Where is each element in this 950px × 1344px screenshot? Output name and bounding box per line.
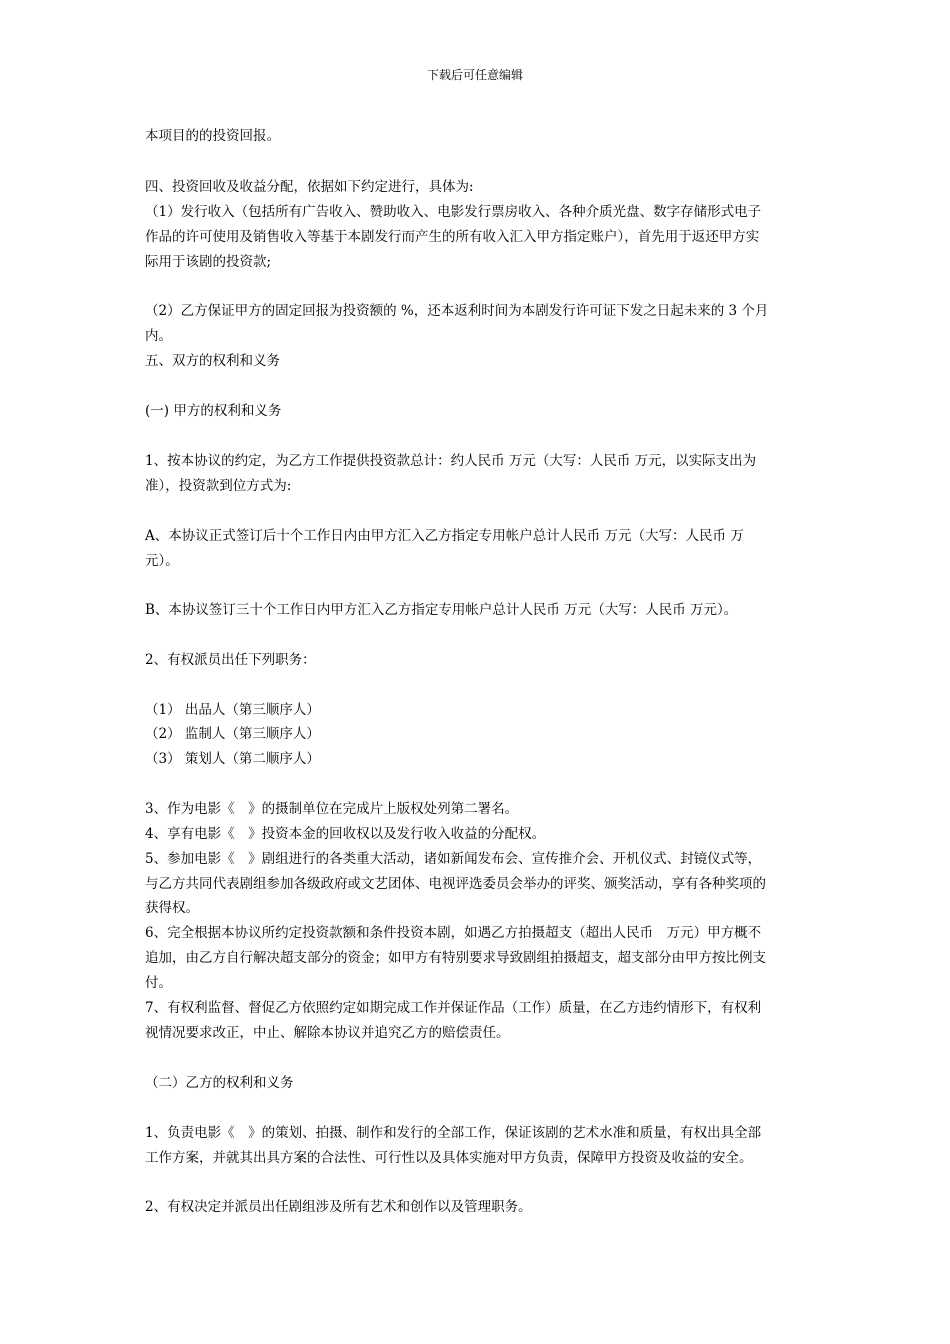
text-line: （3） 策划人（第二顺序人） bbox=[145, 751, 320, 767]
text-line: 际用于该剧的投资款; bbox=[145, 254, 272, 270]
text-line: 6、完全根据本协议所约定投资款额和条件投资本剧，如遇乙方拍摄超支（超出人民币 万元）甲方概不 bbox=[145, 925, 762, 941]
text-line: （1）发行收入（包括所有广告收入、赞助收入、电影发行票房收入、各种介质光盘、数字存储形式电子 bbox=[145, 204, 762, 220]
text-line: 2、有权派员出任下列职务： bbox=[145, 652, 316, 668]
text-line: 五、双方的权利和义务 bbox=[145, 353, 280, 369]
text-line: 与乙方共同代表剧组参加各级政府或文艺团体、电视评选委员会举办的评奖、颁奖活动，享有各种奖项的 bbox=[145, 876, 766, 892]
text-line: 元）。 bbox=[145, 553, 179, 569]
text-line: （2） 监制人（第三顺序人） bbox=[145, 726, 320, 742]
text-line: 作品的许可使用及销售收入等基于本剧发行而产生的所有收入汇入甲方指定账户），首先用于返还甲方实 bbox=[145, 229, 760, 245]
text-line: 5、参加电影《 》剧组进行的各类重大活动，诸如新闻发布会、宣传推介会、开机仪式、封镜仪式等， bbox=[145, 851, 762, 867]
text-line: 4、享有电影《 》投资本金的回收权以及发行收入收益的分配权。 bbox=[145, 826, 546, 842]
text-line: 3、作为电影《 》的摄制单位在完成片上版权处列第二署名。 bbox=[145, 801, 519, 817]
text-line: 准），投资款到位方式为: bbox=[145, 478, 292, 494]
text-line: 工作方案，并就其出具方案的合法性、可行性以及具体实施对甲方负责，保障甲方投资及收益的安全。 bbox=[145, 1150, 753, 1166]
text-line: B、本协议签订三十个工作日内甲方汇入乙方指定专用帐户总计人民币 万元（大写：人民币 万元）。 bbox=[145, 602, 738, 618]
text-line: 视情况要求改正，中止、解除本协议并追究乙方的赔偿责任。 bbox=[145, 1025, 510, 1041]
text-line: （2）乙方保证甲方的固定回报为投资额的 %，还本返利时间为本剧发行许可证下发之日起未来的 3 个月 bbox=[145, 303, 769, 319]
text-line: 2、有权决定并派员出任剧组涉及所有艺术和创作以及管理职务。 bbox=[145, 1199, 532, 1215]
text-line: 四、投资回收及收益分配，依据如下约定进行，具体为: bbox=[145, 179, 474, 195]
text-line: 7、有权利监督、督促乙方依照约定如期完成工作并保证作品（工作）质量，在乙方违约情形下，有权利 bbox=[145, 1000, 762, 1016]
text-line: 获得权。 bbox=[145, 900, 199, 916]
text-line: （1） 出品人（第三顺序人） bbox=[145, 702, 320, 718]
text-line: (一) 甲方的权利和义务 bbox=[145, 403, 282, 419]
text-line: 追加，由乙方自行解决超支部分的资金；如甲方有特别要求导致剧组拍摄超支，超支部分由甲方按比例支 bbox=[145, 950, 766, 966]
text-line: 付。 bbox=[145, 975, 172, 991]
text-line: （二）乙方的权利和义务 bbox=[145, 1075, 294, 1091]
text-line: A、本协议正式签订后十个工作日内由甲方汇入乙方指定专用帐户总计人民币 万元（大写：人民币 万 bbox=[145, 528, 744, 544]
text-line: 1、负责电影《 》的策划、拍摄、制作和发行的全部工作，保证该剧的艺术水准和质量，有权出具全部 bbox=[145, 1125, 762, 1141]
page-header: 下载后可任意编辑 bbox=[426, 68, 523, 82]
text-line: 内。 bbox=[145, 328, 172, 344]
text-line: 1、按本协议的约定，为乙方工作提供投资款总计：约人民币 万元（大写：人民币 万元，以实际支出为 bbox=[145, 453, 757, 469]
text-line: 本项目的的投资回报。 bbox=[145, 128, 280, 144]
